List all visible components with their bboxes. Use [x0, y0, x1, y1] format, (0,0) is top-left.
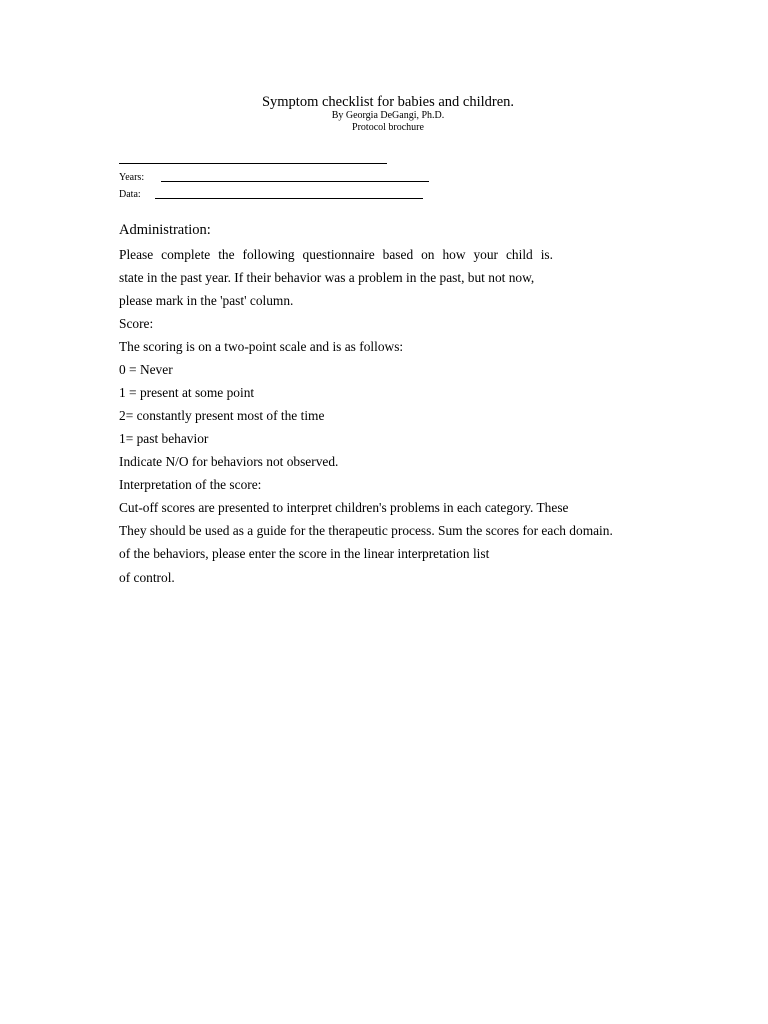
score-item: 1= past behavior: [119, 431, 209, 446]
paragraph-line: state in the past year. If their behavior was a problem in the past, but not now,: [119, 270, 535, 285]
interpretation-heading: Interpretation of the score:: [119, 477, 262, 492]
years-label: Years:: [119, 172, 145, 183]
paragraph-line: of control.: [119, 570, 175, 585]
date-blank-line: [155, 198, 423, 199]
paragraph-line: The scoring is on a two-point scale and is as follows:: [119, 339, 404, 354]
paragraph-line: Please complete the following questionnaire based on how your child is.: [119, 247, 553, 262]
score-item: 2= constantly present most of the time: [119, 408, 325, 423]
paragraph-line: Cut-off scores are presented to interpret children's problems in each category. These: [119, 500, 569, 515]
paragraph-line: Indicate N/O for behaviors not observed.: [119, 454, 339, 469]
paragraph-line: They should be used as a guide for the therapeutic process. Sum the scores for each domain.: [119, 523, 613, 538]
paragraph-line: please mark in the 'past' column.: [119, 293, 294, 308]
administration-heading: Administration:: [119, 222, 211, 238]
document-title: Symptom checklist for babies and children.: [261, 94, 515, 110]
date-label: Data:: [119, 189, 141, 200]
years-blank-line: [161, 181, 429, 182]
score-item: 1 = present at some point: [119, 385, 255, 400]
score-heading: Score:: [119, 316, 154, 331]
paragraph-line: of the behaviors, please enter the score in the linear interpretation list: [119, 546, 490, 561]
document-author: By Georgia DeGangi, Ph.D.: [331, 110, 445, 121]
score-item: 0 = Never: [119, 362, 173, 377]
document-subtitle: Protocol brochure: [352, 122, 424, 133]
name-blank-line: [119, 163, 387, 164]
